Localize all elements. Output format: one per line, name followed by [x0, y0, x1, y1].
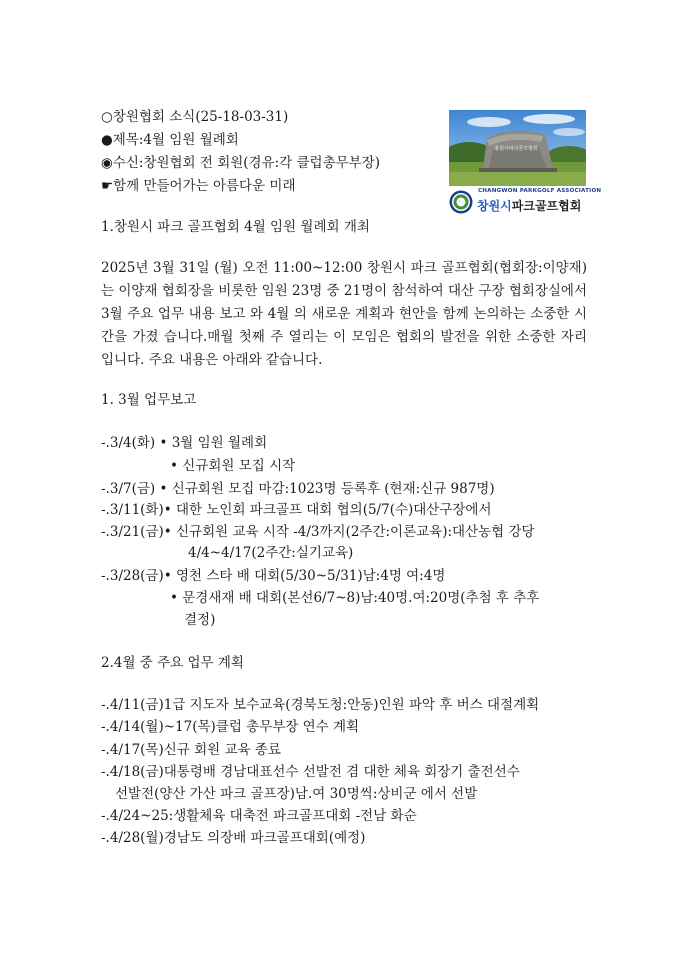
association-suffix: 파크골프협회: [511, 199, 582, 213]
stone-engraving: 창원시파크골프협회: [494, 146, 538, 152]
association-korean-name: [477, 197, 581, 214]
march-item: -.3/7(금) • 신규회원 모집 마감:1023명 등록후 (현재:신규 987명): [101, 481, 495, 497]
april-item: -.4/18(금)대통령배 경남대표선수 선발전 겸 대한 체육 회장기 출전선수: [101, 764, 520, 780]
march-item-continued: 4/4~4/17(2주간:실기교육): [188, 545, 354, 561]
april-item: -.4/28(월)경남도 의장배 파크골프대회(예정): [101, 830, 366, 846]
april-item: -.4/11(금)1급 지도자 보수교육(경북도청:안동)인원 파악 후 버스 대절계획: [101, 697, 540, 713]
april-item: -.4/17(목)신규 회원 교육 종료: [101, 742, 281, 758]
header-recipient-line: ◉수신:창원협회 전 회원(경유:각 클럽총무부장): [101, 155, 381, 171]
section1-title: 1.창원시 파크 골프협회 4월 임원 월례회 개최: [101, 219, 370, 235]
header-slogan-line: ☛함께 만들어가는 아름다운 미래: [101, 178, 296, 194]
header-news-line: ○창원협회 소식(25-18-03-31): [101, 109, 289, 125]
march-item: -.3/11(화)• 대한 노인회 파크골프 대회 협의(5/7(수)대산구장에서: [101, 502, 492, 518]
association-name-bar: [449, 186, 602, 214]
intro-paragraph: 2025년 3월 31일 (월) 오전 11:00~12:00 창원시 파크 골프협회(협회장:이양재)는 이양재 협회장을 비롯한 임원 23명 중 21명이 참석하여 대산 구장 협회장실에서 3월 주요 업무 내용 보고 와 4월 의 새로운 계획과 현안을 함께 논의하는 소중한 시간을 가졌 습니다.매월 첫째 주 열리는 이 모임은 협회의 발전을 위한 소중한 자리 입니다. 주요 내용은 아래와 같습니다.: [101, 260, 587, 368]
park-stone-photo: [449, 110, 586, 186]
march-item: • 문경새재 배 대회(본선6/7~8)남:40명.여:20명(추첨 후 추후: [170, 590, 540, 606]
association-english-name: CHANGWON PARKGOLF ASSOCIATION: [478, 188, 602, 194]
header-subject-line: ●제목:4월 임원 월례회: [101, 132, 239, 148]
april-item: -.4/24~25:생활체육 대축전 파크골프대회 -전남 화순: [101, 808, 417, 824]
march-item: -.3/21(금)• 신규회원 교육 시작 -4/3까지(2주간:이론교육):대산농협 강당: [101, 524, 535, 540]
city-name: 창원시: [477, 199, 512, 213]
stone-monument-image: [449, 110, 586, 186]
march-item: -.3/4(화) • 3월 임원 월례회: [101, 435, 268, 451]
march-item: -.3/28(금)• 영천 스타 배 대회(5/30~5/31)남:4명 여:4명: [101, 568, 446, 584]
association-logo: [449, 110, 602, 214]
april-plan-title: 2.4월 중 주요 업무 계획: [101, 655, 244, 671]
march-report-title: 1. 3월 업무보고: [101, 392, 197, 408]
april-item: -.4/14(월)~17(목)클럽 총무부장 연수 계획: [101, 719, 360, 735]
march-item: • 신규회원 모집 시작: [170, 458, 296, 474]
march-item-continued: 결정): [184, 612, 216, 628]
april-item-continued: 선발전(양산 가산 파크 골프장)남.여 30명씩:상비군 에서 선발: [115, 786, 478, 802]
golf-emblem-icon: [449, 190, 473, 214]
